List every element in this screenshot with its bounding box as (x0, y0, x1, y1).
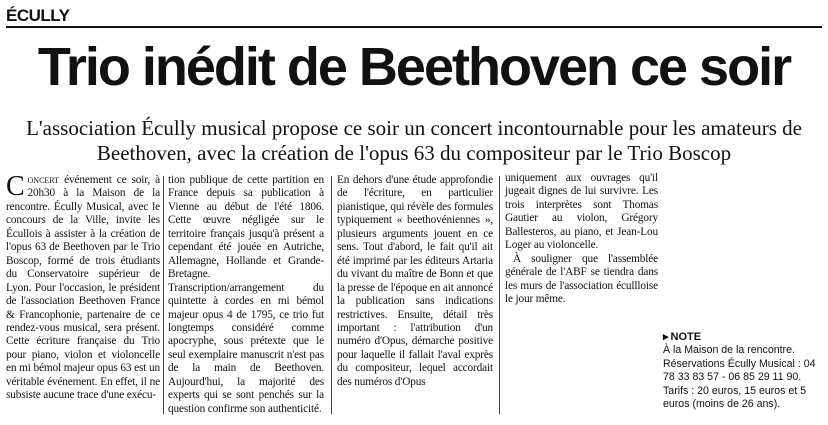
drop-cap: C (6, 171, 25, 202)
headline: Trio inédit de Beethoven ce soir (37, 37, 791, 97)
column-3-text: En dehors d'une étude approfondie de l'écriture, en particulier pianistique, qui révèle des formules typiquement « beethovéniennes », plusieurs arguments jouent en ce sens. Tout d'abord, le fait qu'il ait été imprimé par les éditeurs Artaria du vivant du maître de Bonn et que la presse de l'époque en ait annoncé la publication sans indications restrictives. Ensuite, détail très important : l'attribution d'un numéro d'Opus, démarche positive pour laquelle il fallait l'aval exprès du compositeur, lequel accordait des numéros d'Opus (337, 174, 493, 388)
column-1-text: événement ce soir, à 20h30 à la Maison de la rencontre. Écully Musical, avec le concours de la Ville, invite les Écullois à assister à la création de l'opus 63 de Beethoven par le Trio Boscop, formé de trois étudiants du Conservatoire supérieur de Lyon. Pour l'occasion, le président de l'association Beethoven France & Francophonie, partenaire de ce rendez-vous musical, sera présent. Cette écriture française du Trio pour piano, violon et violoncelle en mi bémol majeur opus 63 est un véritable événement. En effet, il ne subsiste aucune trace d'une exécu- (6, 174, 160, 402)
article-column-4 (505, 172, 658, 307)
column-divider (499, 176, 500, 414)
note-box (663, 344, 823, 412)
column-4-paragraph-2: À souligner que l'assemblée générale de l'ABF se tiendra dans les murs de l'association écullloise le jour même. (505, 252, 658, 306)
note-line: Tarifs : 20 euros, 15 euros et 5 euros (moins de 26 ans). (663, 384, 807, 411)
deck-subtitle: L'association Écully musical propose ce soir un concert incontournable pour les amateurs de Beethoven, avec la création de l'opus 63 du compositeur par le Trio Boscop (26, 116, 802, 165)
note-heading (663, 330, 701, 343)
article-column-1 (6, 171, 160, 403)
lead-word: oncert (27, 174, 60, 186)
note-line: À la Maison de la rencontre. (663, 344, 795, 356)
note-title: NOTE (670, 331, 702, 343)
note-line: Réservations Écully Musical : 04 78 33 83 57 - 06 85 29 11 90. (663, 357, 816, 384)
column-divider (163, 176, 164, 414)
column-divider (331, 176, 332, 414)
top-rule (6, 26, 822, 28)
column-4-paragraph-1: uniquement aux ouvrages qu'il jugeait dignes de lui survivre. Les trois interprètes sont Thomas Gautier au violon, Grégory Ballesteros, au piano, et Jean-Lou Loger au violoncelle. (505, 172, 658, 252)
arrow-right-icon: ▸ (663, 331, 669, 343)
article-column-2 (168, 174, 324, 416)
section-rubric: ÉCULLY (6, 6, 70, 25)
column-2-text: tion publique de cette partition en France depuis sa publication à Vienne au début de l'été 1806. Cette œuvre négligée sur le territoire français jusqu'à présent a cependant été jouée en Autriche, Allemagne, Hollande et Grande-Bretagne. Transcription/arrangement du quintette à cordes en mi bémol majeur opus 4 de 1795, ce trio fut longtemps considéré comme apocryphe, sous prétexte que le seul exemplaire manuscrit n'est pas de la main de Beethoven. Aujourd'hui, la majorité des experts qui se sont penchés sur la question confirme son authenticité. (168, 174, 324, 415)
article-column-3 (337, 174, 493, 389)
